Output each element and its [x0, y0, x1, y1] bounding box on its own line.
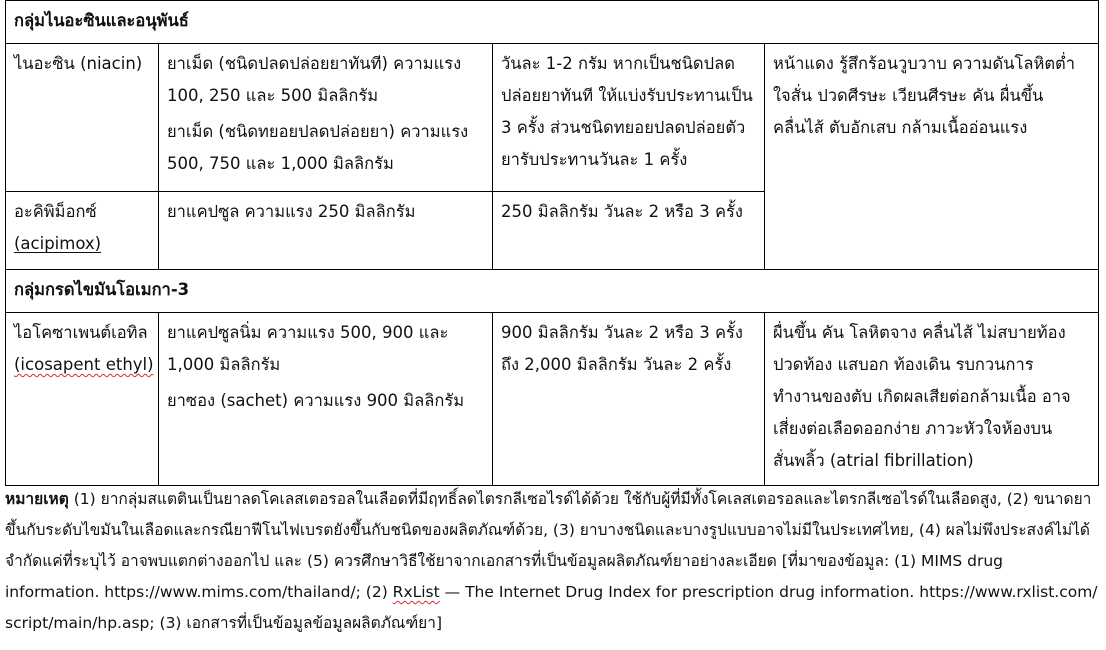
group-header-row — [6, 270, 1099, 313]
drug-table — [5, 0, 1099, 486]
footnote-text: — The Internet Drug Index for prescription drug information. https://www.rxlist.com/ — [439, 583, 1098, 601]
dose-line: ถึง 2,000 มิลลิกรัม วันละ 2 ครั้ง — [501, 355, 732, 374]
dose-line: วันละ 1-2 กรัม หากเป็นชนิดปลด — [501, 54, 735, 73]
dose-cell — [493, 44, 765, 192]
footnote-line: จำกัดแค่ที่ระบุไว้ อาจพบแตกต่างออกไป และ (5) ควรศึกษาวิธีใช้ยาจากเอกสารที่เป็นข้อมูลผลิตภัณฑ์ยาอย่างละเอียด [ที่มาของข้อมูล: (1) MIMS drug — [5, 552, 1003, 570]
table-row — [6, 44, 1099, 192]
footnote — [5, 484, 1101, 639]
footnote-line — [5, 577, 1101, 608]
side-effect-cell — [765, 313, 1099, 486]
drug-english-name: (icosapent ethyl) — [14, 355, 154, 374]
drug-name-cell — [6, 192, 159, 270]
footnote-text: information. https://www.mims.com/thailand/; (2) — [5, 583, 393, 601]
dosage-form-line: ยาเม็ด (ชนิดทยอยปลดปล่อยยา) ความแรง — [167, 122, 469, 141]
dosage-form-line: 500, 750 และ 1,000 มิลลิกรัม — [167, 154, 394, 173]
dose-cell — [493, 313, 765, 486]
dosage-form-line: ยาแคปซูลนิ่ม ความแรง 500, 900 และ — [167, 323, 449, 342]
drug-name-cell — [6, 313, 159, 486]
dose-cell — [493, 192, 765, 270]
footnote-title: หมายเหตุ — [5, 490, 69, 508]
dose-line: 250 มิลลิกรัม วันละ 2 หรือ 3 ครั้ง — [501, 202, 743, 221]
drug-name: ไนอะซิน (niacin) — [14, 54, 143, 73]
dosage-form-cell — [159, 313, 493, 486]
drug-name: ไอโคซาเพนต์เอทิล — [14, 323, 148, 342]
group-title-niacin: กลุ่มไนอะซินและอนุพันธ์ — [6, 1, 1099, 44]
side-effect-cell — [765, 44, 1099, 270]
group-header-row — [6, 1, 1099, 44]
footnote-line: script/main/hp.asp; (3) เอกสารที่เป็นข้อมูลข้อมูลผลิตภัณฑ์ยา] — [5, 614, 443, 632]
dosage-form-line: ยาแคปซูล ความแรง 250 มิลลิกรัม — [167, 202, 416, 221]
drug-name-cell — [6, 44, 159, 192]
side-effect-line: หน้าแดง รู้สึกร้อนวูบวาบ ความดันโลหิตต่ำ — [773, 54, 1076, 73]
drug-english-name: (acipimox) — [14, 234, 102, 253]
side-effect-line: สั่นพลิ้ว (atrial fibrillation) — [773, 451, 974, 470]
dose-line: ยารับประทานวันละ 1 ครั้ง — [501, 150, 688, 169]
dosage-form-line: ยาเม็ด (ชนิดปลดปล่อยยาทันที) ความแรง — [167, 54, 462, 73]
footnote-line — [5, 484, 1101, 515]
dosage-form-line: 100, 250 และ 500 มิลลิกรัม — [167, 86, 379, 105]
side-effect-line: ผื่นขึ้น คัน โลหิตจาง คลื่นไส้ ไม่สบายท้อง — [773, 323, 1066, 342]
dose-line: 900 มิลลิกรัม วันละ 2 หรือ 3 ครั้ง — [501, 323, 743, 342]
dosage-form-cell — [159, 192, 493, 270]
dose-line: ปล่อยยาทันที ให้แบ่งรับประทานเป็น — [501, 86, 753, 105]
dose-line: 3 ครั้ง ส่วนชนิดทยอยปลดปล่อยตัว — [501, 118, 746, 137]
side-effect-line: ทำงานของตับ เกิดผลเสียต่อกล้ามเนื้อ อาจ — [773, 387, 1071, 406]
drug-name: อะคิพิม็อกซ์ — [14, 202, 97, 221]
dosage-form-line: 1,000 มิลลิกรัม — [167, 355, 281, 374]
footnote-text: (1) ยากลุ่มสแตตินเป็นยาลดโคเลสเตอรอลในเลือดที่มีฤทธิ์ลดไตรกลีเซอไรด์ได้ด้วย ใช้กับผู้ที่มีทั้งโคเลสเตอรอลและไตรกลีเซอไรด์ในเลือดสูง, (2) ขนาดยา — [68, 490, 1092, 508]
side-effect-line: ปวดท้อง แสบอก ท้องเดิน รบกวนการ — [773, 355, 1034, 374]
rxlist-text: RxList — [392, 583, 440, 601]
side-effect-line: คลื่นไส้ ตับอักเสบ กล้ามเนื้ออ่อนแรง — [773, 118, 1028, 137]
dosage-form-cell — [159, 44, 493, 192]
table-row — [6, 313, 1099, 486]
dosage-form-line: ยาซอง (sachet) ความแรง 900 มิลลิกรัม — [167, 391, 465, 410]
side-effect-line: ใจสั่น ปวดศีรษะ เวียนศีรษะ คัน ผื่นขึ้น — [773, 86, 1044, 105]
side-effect-line: เสี่ยงต่อเลือดออกง่าย ภาวะหัวใจห้องบน — [773, 419, 1053, 438]
group-title-omega3: กลุ่มกรดไขมันโอเมกา-3 — [6, 270, 1099, 313]
footnote-line: ขึ้นกับระดับไขมันในเลือดและกรณียาฟีโนไฟเบรตยังขึ้นกับชนิดของผลิตภัณฑ์ด้วย, (3) ยาบางชนิดและบางรูปแบบอาจไม่มีในประเทศไทย, (4) ผลไม่พึงประสงค์ไม่ได้ — [5, 521, 1090, 539]
